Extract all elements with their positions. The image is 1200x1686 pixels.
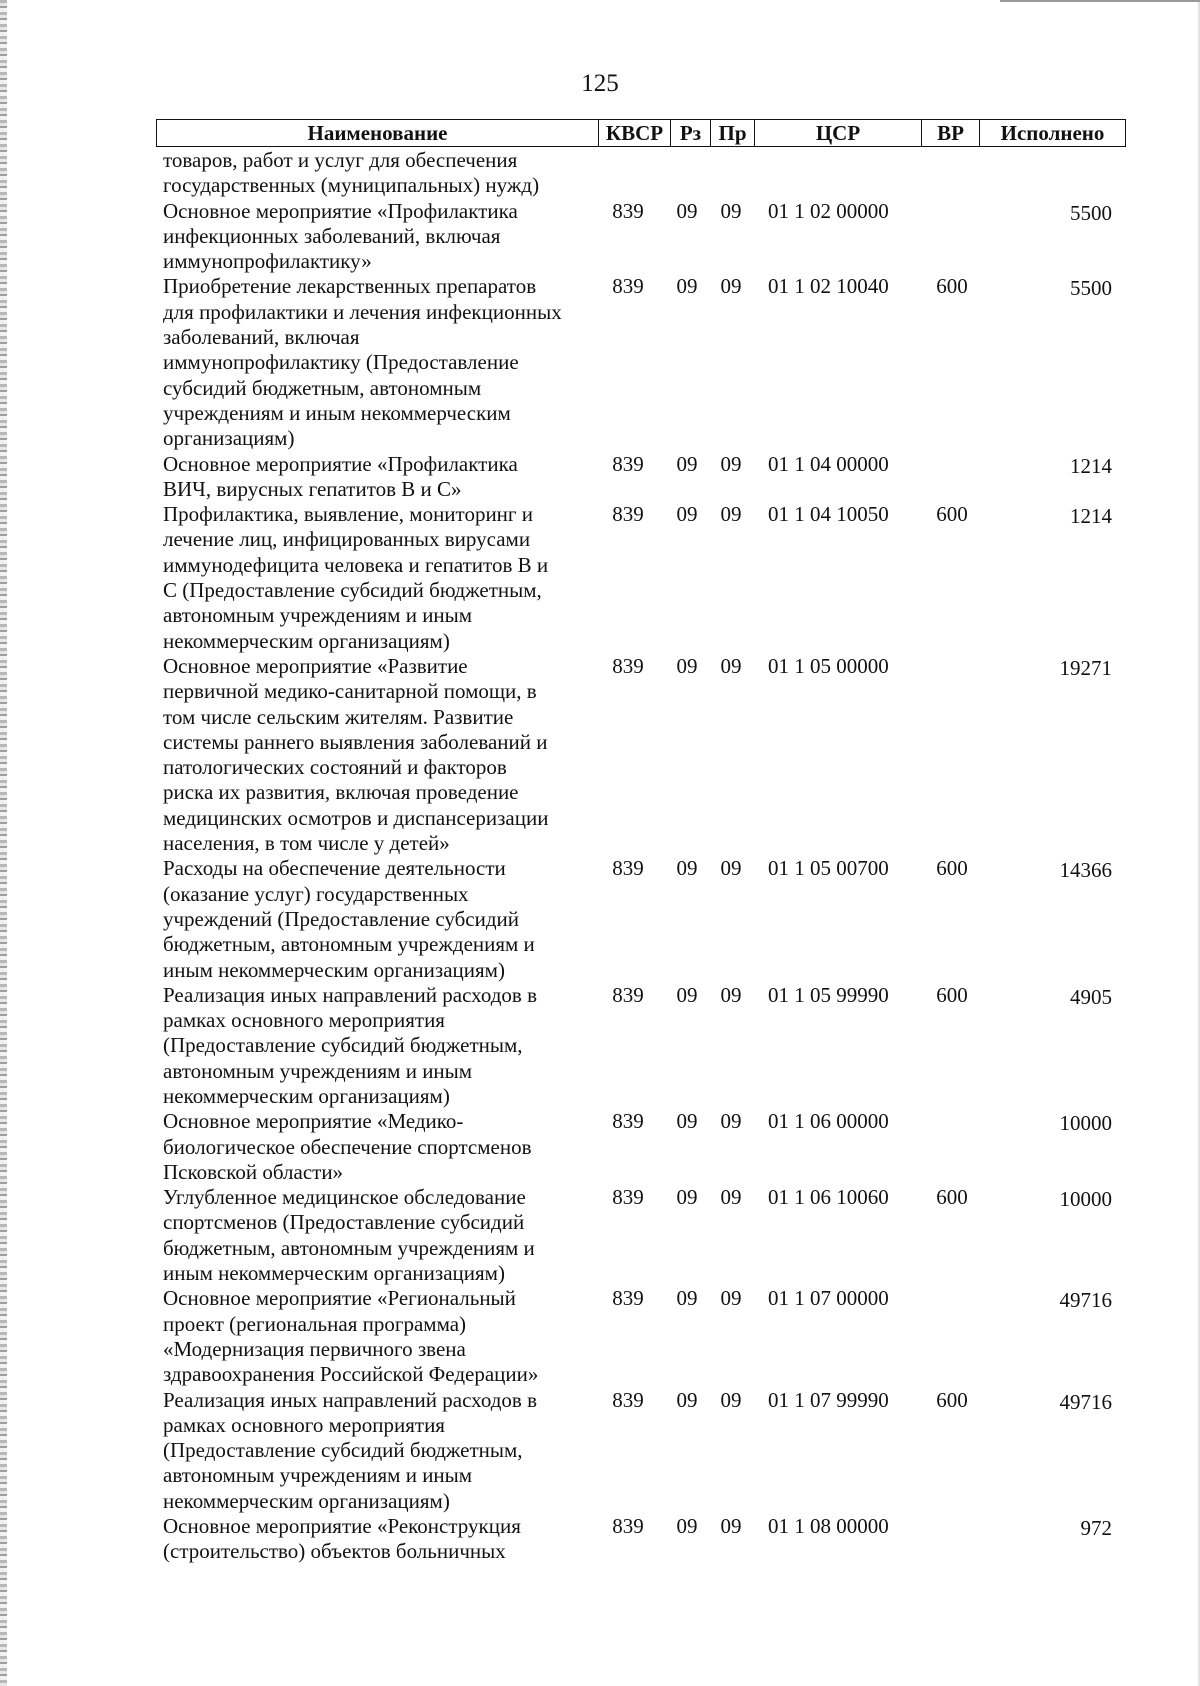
row-rz: 09 [676, 1514, 698, 1539]
row-csr: 01 1 05 00000 [768, 653, 889, 678]
row-rz: 09 [676, 1387, 698, 1412]
row-name: Расходы на обеспечение деятельности (оказание услуг) государственных учреждений (Предоставление субсидий бюджетным, автономным учреждениям и иным некоммерческим организациям) [163, 856, 535, 982]
row-rz: 09 [676, 982, 698, 1007]
row-pr: 09 [720, 274, 742, 299]
row-ispolneno: 49716 [1059, 1389, 1112, 1414]
row-kvsr: 839 [612, 856, 644, 881]
row-ispolneno: 5500 [1070, 200, 1112, 225]
row-rz: 09 [676, 1286, 698, 1311]
table-row [0, 1514, 1200, 1565]
table-row [0, 452, 1200, 503]
row-csr: 01 1 07 00000 [768, 1286, 889, 1311]
row-name: Основное мероприятие «Развитие первичной медико-санитарной помощи, в том числе сельским жителям. Развитие системы раннего выявления заболеваний и патологических состояний и факторов риска их развития, включая проведение медицинских осмотров и диспансеризации населения, в том числе у детей» [163, 653, 549, 856]
row-name: Реализация иных направлений расходов в рамках основного мероприятия (Предоставление субсидий бюджетным, автономным учреждениям и иным некоммерческим организациям) [163, 1387, 538, 1513]
row-vr: 600 [936, 982, 968, 1007]
table-body [0, 148, 1200, 1565]
table-row [0, 199, 1200, 275]
row-kvsr: 839 [612, 1185, 644, 1210]
header-name: Наименование [157, 120, 599, 147]
row-ispolneno: 1214 [1070, 504, 1112, 529]
row-rz: 09 [676, 502, 698, 527]
row-pr: 09 [720, 982, 742, 1007]
row-ispolneno: 10000 [1059, 1111, 1112, 1136]
row-kvsr: 839 [612, 1286, 644, 1311]
row-pr: 09 [720, 653, 742, 678]
row-name: Реализация иных направлений расходов в рамках основного мероприятия (Предоставление субсидий бюджетным, автономным учреждениям и иным некоммерческим организациям) [163, 982, 538, 1108]
row-kvsr: 839 [612, 198, 644, 223]
scan-edge-top [1000, 0, 1200, 2]
table-row [0, 502, 1200, 654]
header-ispolneno: Исполнено [980, 120, 1126, 147]
row-pr: 09 [720, 451, 742, 476]
row-ispolneno: 4905 [1070, 984, 1112, 1009]
row-ispolneno: 19271 [1059, 655, 1112, 680]
row-kvsr: 839 [612, 1514, 644, 1539]
header-pr: Пр [711, 120, 755, 147]
row-vr: 600 [936, 856, 968, 881]
table-row [0, 983, 1200, 1109]
row-rz: 09 [676, 856, 698, 881]
row-csr: 01 1 08 00000 [768, 1514, 889, 1539]
row-ispolneno: 14366 [1059, 858, 1112, 883]
row-name: Приобретение лекарственных препаратов для профилактики и лечения инфекционных заболеваний, включая иммунопрофилактику (Предоставление субсидий бюджетным, автономным учреждениям и иным некоммерческим организациям) [163, 274, 562, 451]
header-kvsr: КВСР [599, 120, 671, 147]
table-row [0, 654, 1200, 856]
row-csr: 01 1 04 10050 [768, 502, 889, 527]
table-row [0, 1185, 1200, 1286]
row-csr: 01 1 05 99990 [768, 982, 889, 1007]
row-name: Профилактика, выявление, мониторинг и лечение лиц, инфицированных вирусами иммунодефицита человека и гепатитов В и С (Предоставление субсидий бюджетным, автономным учреждениям и иным некоммерческим организациям) [163, 502, 549, 653]
row-csr: 01 1 06 00000 [768, 1109, 889, 1134]
row-pr: 09 [720, 1109, 742, 1134]
row-ispolneno: 972 [1080, 1516, 1112, 1541]
row-name: Основное мероприятие «Реконструкция (строительство) объектов больничных [163, 1514, 521, 1564]
row-kvsr: 839 [612, 982, 644, 1007]
row-pr: 09 [720, 1185, 742, 1210]
row-csr: 01 1 04 00000 [768, 451, 889, 476]
row-name: Основное мероприятие «Профилактика инфекционных заболеваний, включая иммунопрофилактику» [163, 198, 518, 274]
row-pr: 09 [720, 1387, 742, 1412]
row-vr: 600 [936, 274, 968, 299]
row-ispolneno: 1214 [1070, 453, 1112, 478]
row-rz: 09 [676, 1185, 698, 1210]
row-ispolneno: 10000 [1059, 1187, 1112, 1212]
row-kvsr: 839 [612, 451, 644, 476]
header-csr: ЦСР [755, 120, 922, 147]
header-rz: Рз [671, 120, 711, 147]
table-row [0, 1388, 1200, 1514]
row-csr: 01 1 06 10060 [768, 1185, 889, 1210]
row-kvsr: 839 [612, 1387, 644, 1412]
table-header [156, 119, 1126, 147]
row-name: Углубленное медицинское обследование спортсменов (Предоставление субсидий бюджетным, автономным учреждениям и иным некоммерческим организациям) [163, 1185, 535, 1286]
row-rz: 09 [676, 653, 698, 678]
table-row [0, 274, 1200, 451]
table-row [0, 1286, 1200, 1387]
row-vr: 600 [936, 502, 968, 527]
row-kvsr: 839 [612, 502, 644, 527]
row-name: Основное мероприятие «Региональный проект (региональная программа) «Модернизация первичного звена здравоохранения Российской Федерации» [163, 1286, 539, 1387]
row-rz: 09 [676, 1109, 698, 1134]
row-kvsr: 839 [612, 1109, 644, 1134]
page-number: 125 [581, 70, 619, 97]
table-row [0, 856, 1200, 982]
row-csr: 01 1 02 10040 [768, 274, 889, 299]
row-vr: 600 [936, 1185, 968, 1210]
row-name: товаров, работ и услуг для обеспечения государственных (муниципальных) нужд) [163, 148, 540, 198]
row-pr: 09 [720, 198, 742, 223]
row-rz: 09 [676, 274, 698, 299]
row-csr: 01 1 07 99990 [768, 1387, 889, 1412]
row-ispolneno: 49716 [1059, 1288, 1112, 1313]
row-pr: 09 [720, 1286, 742, 1311]
row-pr: 09 [720, 1514, 742, 1539]
row-csr: 01 1 05 00700 [768, 856, 889, 881]
row-kvsr: 839 [612, 653, 644, 678]
row-name: Основное мероприятие «Профилактика ВИЧ, вирусных гепатитов В и С» [163, 451, 518, 501]
table-row [0, 1109, 1200, 1185]
row-csr: 01 1 02 00000 [768, 198, 889, 223]
row-kvsr: 839 [612, 274, 644, 299]
row-rz: 09 [676, 198, 698, 223]
table-row [0, 148, 1200, 199]
row-rz: 09 [676, 451, 698, 476]
row-pr: 09 [720, 502, 742, 527]
row-pr: 09 [720, 856, 742, 881]
row-name: Основное мероприятие «Медико- биологическое обеспечение спортсменов Псковской области» [163, 1109, 532, 1184]
row-vr: 600 [936, 1387, 968, 1412]
header-vr: ВР [922, 120, 980, 147]
row-ispolneno: 5500 [1070, 276, 1112, 301]
